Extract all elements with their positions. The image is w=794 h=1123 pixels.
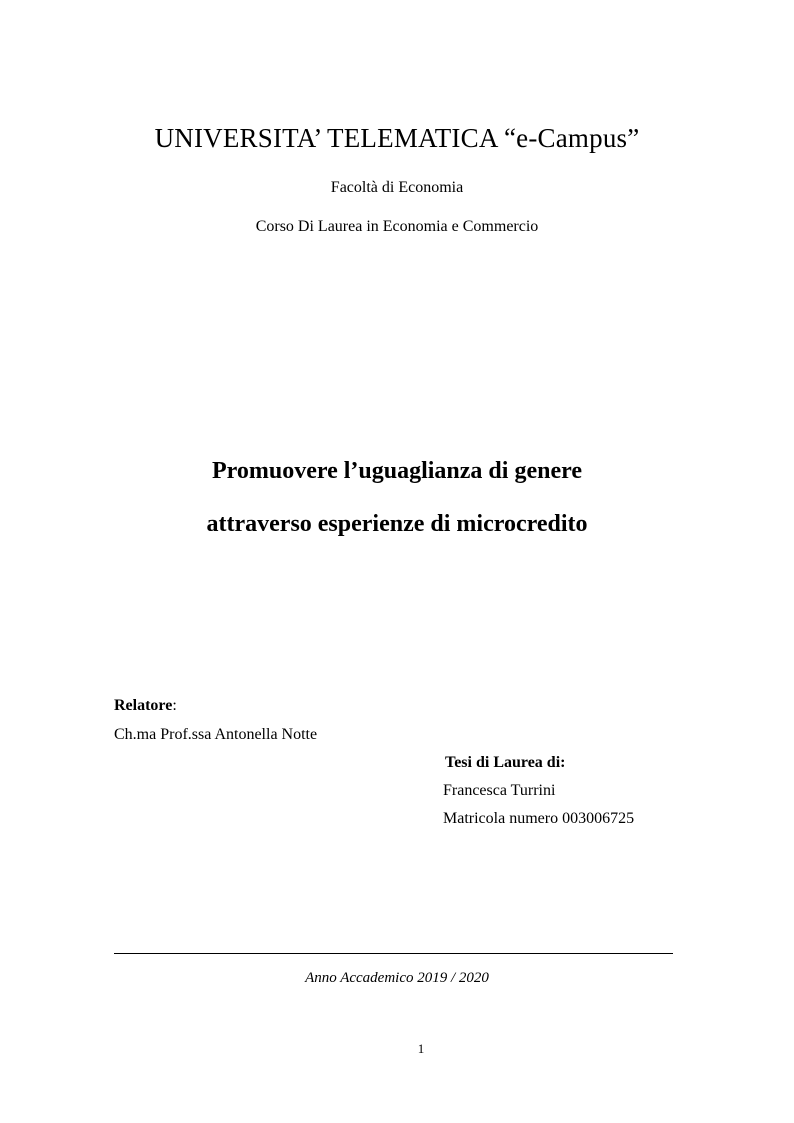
advisor-name: Ch.ma Prof.ssa Antonella Notte bbox=[114, 726, 318, 743]
candidate-name: Francesca Turrini bbox=[443, 782, 556, 799]
page-number: 1 bbox=[417, 1041, 425, 1056]
thesis-title-line-2: attraverso esperienze di microcredito bbox=[206, 511, 588, 537]
footer-divider bbox=[114, 953, 673, 954]
advisor-label bbox=[114, 697, 177, 715]
advisor-label-colon: : bbox=[172, 697, 177, 714]
candidate-id: Matricola numero 003006725 bbox=[443, 810, 635, 827]
thesis-title-line-1: Promuovere l’uguaglianza di genere bbox=[212, 458, 582, 484]
university-name: UNIVERSITA’ TELEMATICA “e-Campus” bbox=[154, 123, 640, 153]
candidate-label: Tesi di Laurea di: bbox=[445, 754, 566, 771]
academic-year: Anno Accademico 2019 / 2020 bbox=[305, 970, 489, 986]
advisor-label-text: Relatore bbox=[114, 697, 173, 714]
course-name: Corso Di Laurea in Economia e Commercio bbox=[255, 218, 539, 235]
faculty-name: Facoltà di Economia bbox=[330, 179, 464, 196]
